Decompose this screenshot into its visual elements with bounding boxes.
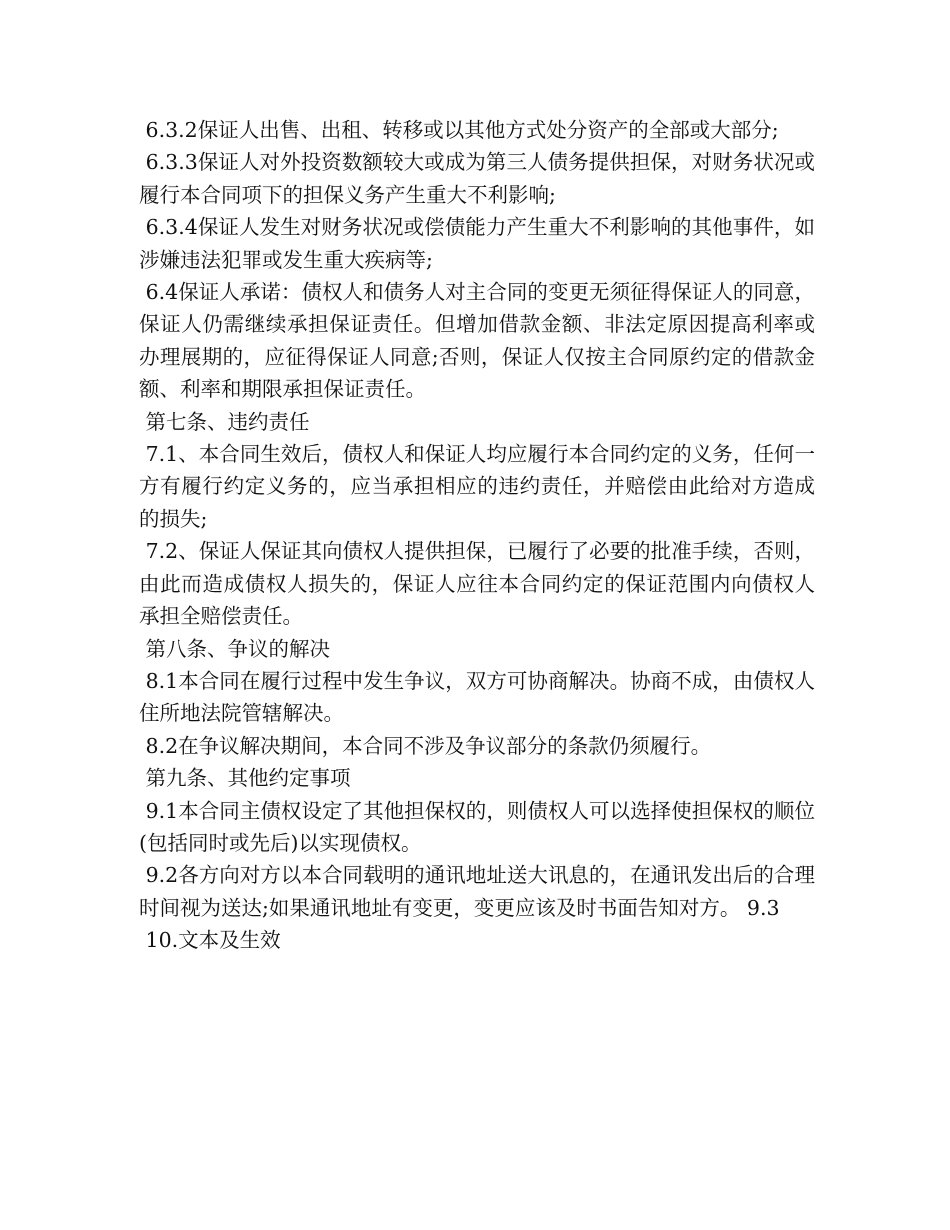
clause-6-3-4: 6.3.4保证人发生对财务状况或偿债能力产生重大不利影响的其他事件，如涉嫌违法犯罪或发生重大疾病等; xyxy=(139,215,815,272)
document-body xyxy=(139,114,815,957)
clause-9-1: 9.1本合同主债权设定了其他担保权的，则债权人可以选择使担保权的顺位(包括同时或先后)以实现债权。 xyxy=(139,798,815,855)
clause-8-2: 8.2在争议解决期间，本合同不涉及争议部分的条款仍须履行。 xyxy=(139,733,712,758)
clause-6-3-3: 6.3.3保证人对外投资数额较大或成为第三人债务提供担保，对财务状况或履行本合同项下的担保义务产生重大不利影响; xyxy=(139,150,815,207)
article-9-heading: 第九条、其他约定事项 xyxy=(139,766,351,791)
clause-9-2: 9.2各方向对方以本合同载明的通讯地址送大讯息的，在通讯发出后的合理时间视为送达;如果通讯地址有变更，变更应该及时书面告知对方。 9.3 xyxy=(139,863,815,920)
clause-8-1: 8.1本合同在履行过程中发生争议，双方可协商解决。协商不成，由债权人住所地法院管辖解决。 xyxy=(139,668,815,726)
clause-6-4: 6.4保证人承诺：债权人和债务人对主合同的变更无须征得保证人的同意，保证人仍需继续承担保证责任。但增加借款金额、非法定原因提高利率或办理展期的，应征得保证人同意;否则，保证人仅按主合同原约定的借款金额、利率和期限承担保证责任。 xyxy=(139,280,815,402)
clause-7-1: 7.1、本合同生效后，债权人和保证人均应履行本合同约定的义务，任何一方有履行约定义务的，应当承担相应的违约责任，并赔偿由此给对方造成的损失; xyxy=(139,442,815,531)
clause-6-3-2: 6.3.2保证人出售、出租、转移或以其他方式处分资产的全部或大部分; xyxy=(139,118,779,142)
article-7-heading: 第七条、违约责任 xyxy=(139,409,310,434)
article-10-heading: 10.文本及生效 xyxy=(139,928,281,953)
clause-7-2: 7.2、保证人保证其向债权人提供担保，已履行了必要的批准手续，否则，由此而造成债权人损失的，保证人应往本合同约定的保证范围内向债权人承担全赔偿责任。 xyxy=(139,539,815,629)
article-8-heading: 第八条、争议的解决 xyxy=(139,636,331,661)
